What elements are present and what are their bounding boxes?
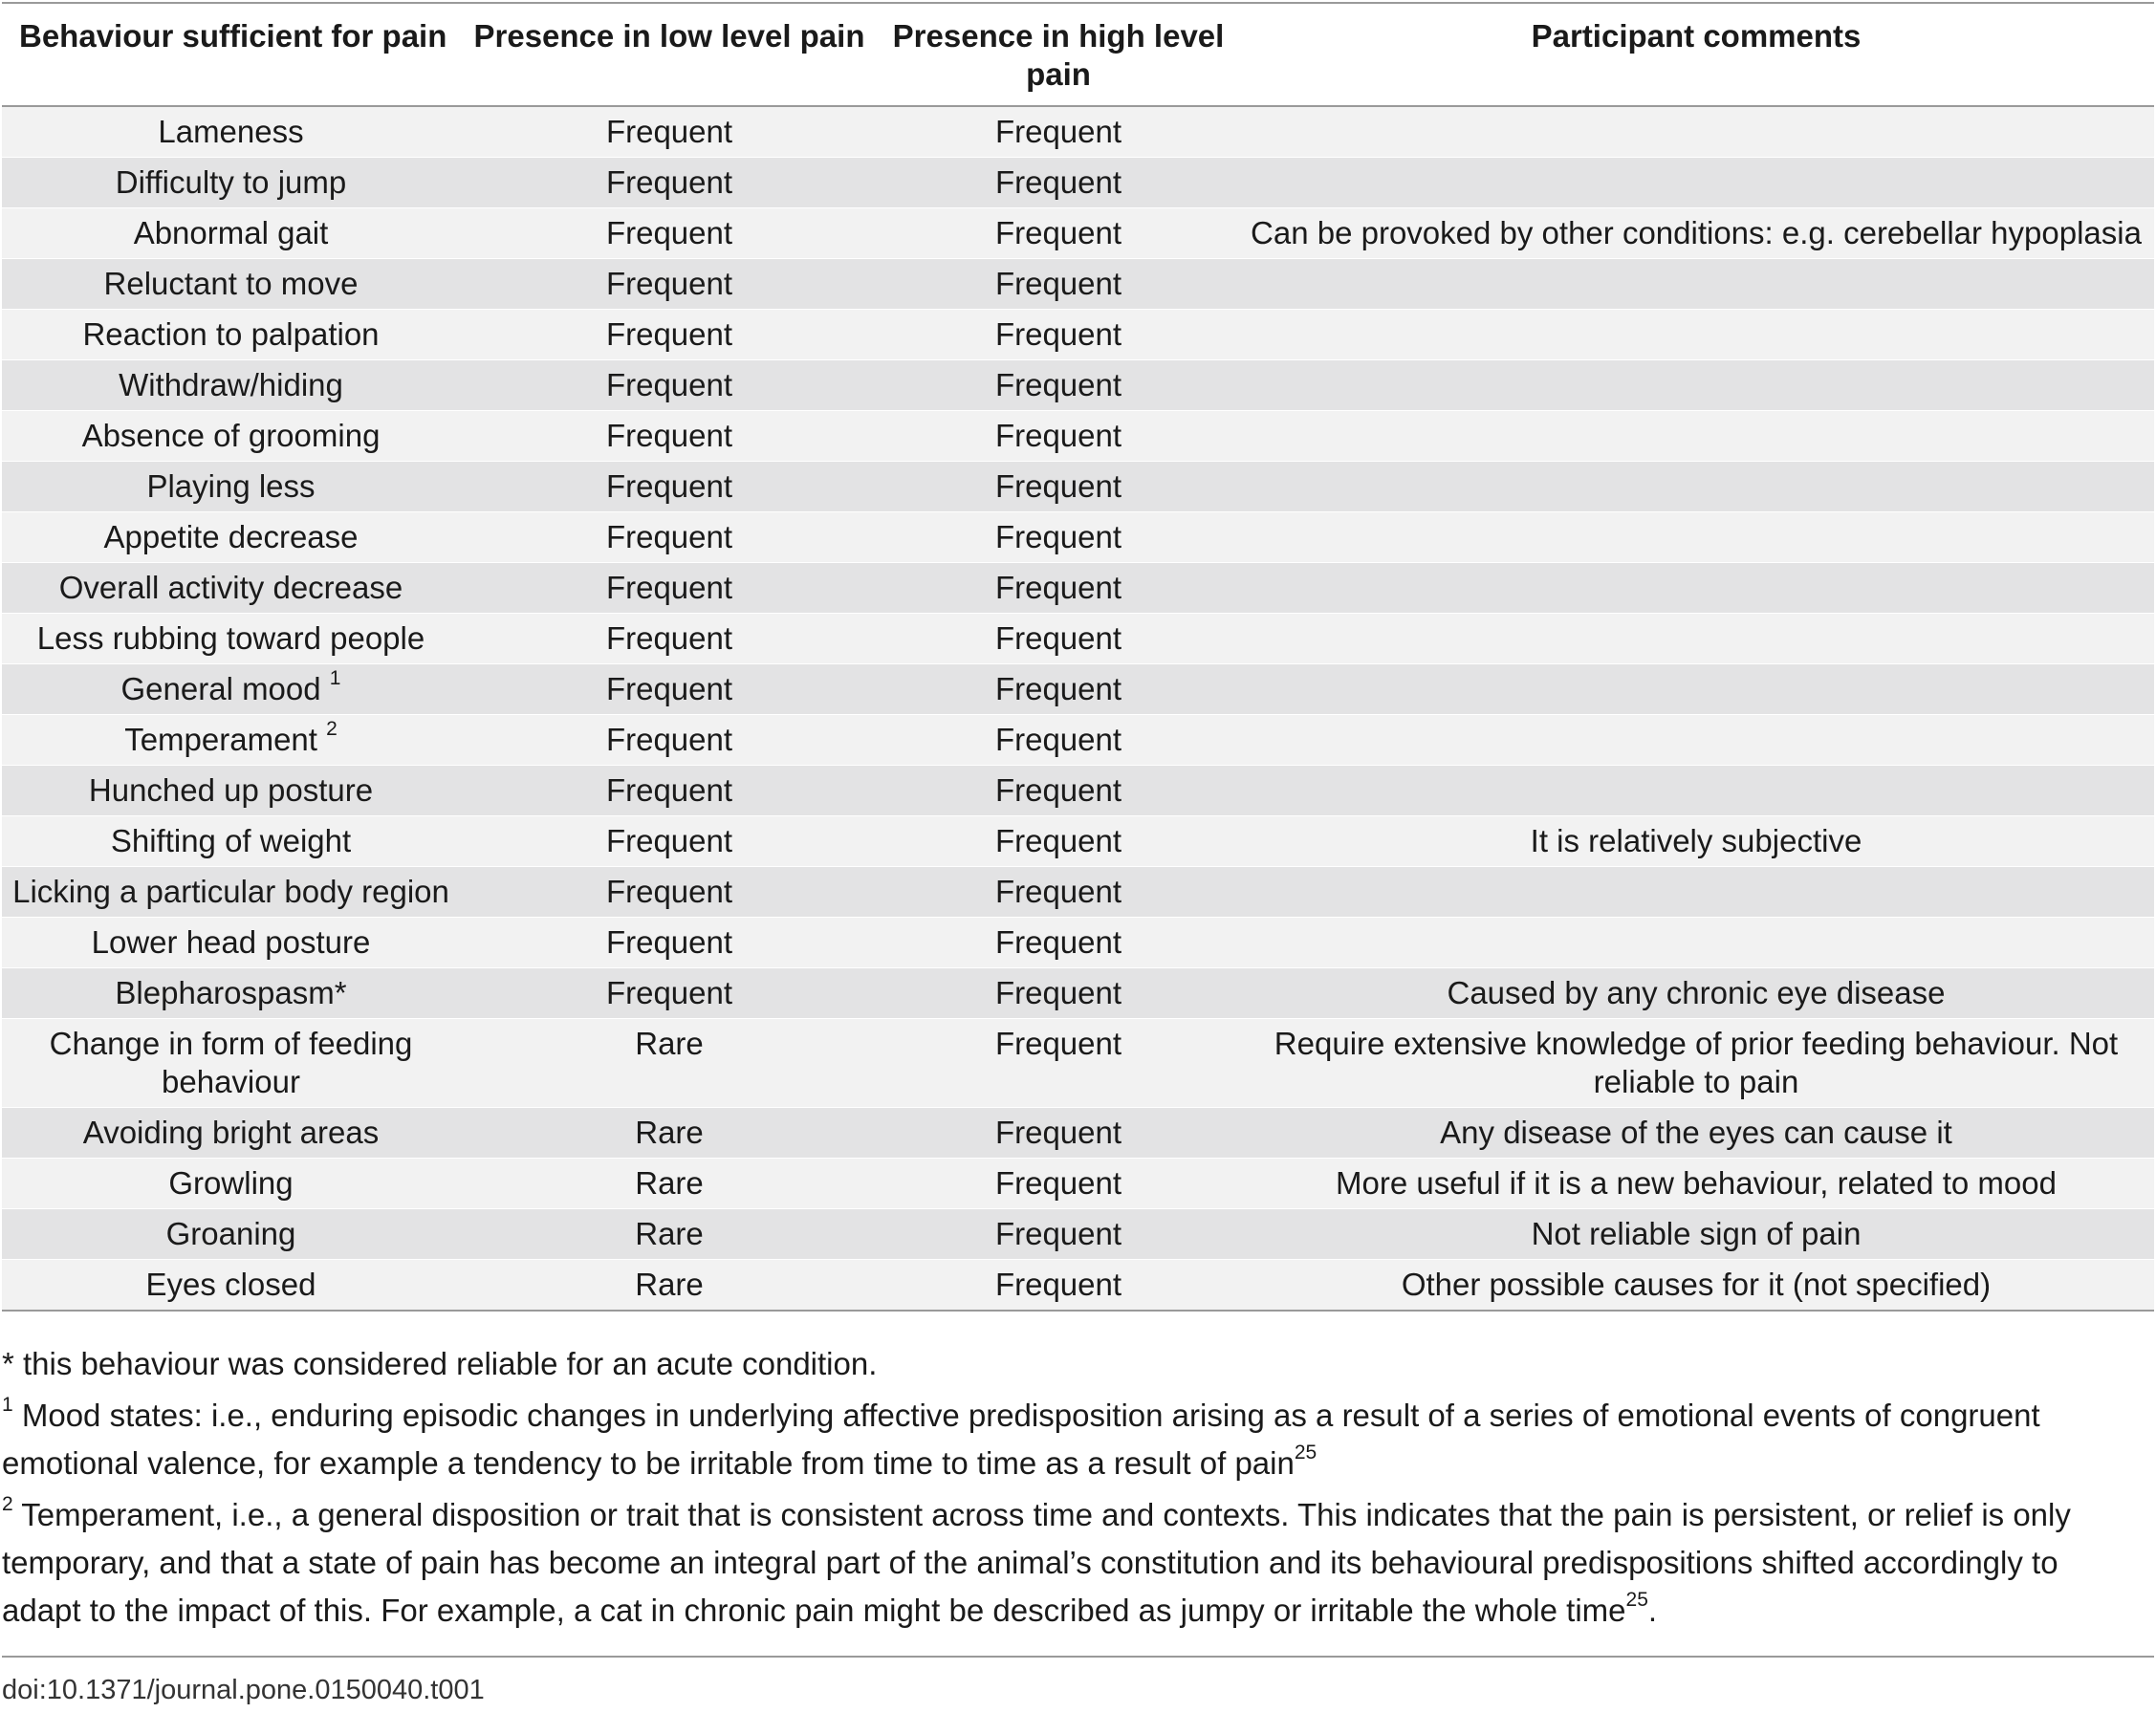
- cell-comment: [1238, 259, 2154, 310]
- cell-behaviour: [2, 867, 460, 918]
- footnote-2-text: Temperament, i.e., a general disposition or trait that is consistent across time and contexts. This indicates that the pain is persistent, or relief is only temporary, and that a state of pain has become an integral part of the animal’s constitution and its behavioural predispositions shifted accordingly to adapt to the impact of this. For example, a cat in chronic pain might be described as jumpy or irritable the whole time: [2, 1497, 2071, 1628]
- cell-behaviour: [2, 918, 460, 968]
- table-figure: [2, 2, 2154, 1638]
- behaviour-label: Difficulty to jump: [115, 164, 347, 200]
- cell-behaviour: [2, 614, 460, 664]
- cell-behaviour: [2, 106, 460, 158]
- cell-low-level: Frequent: [460, 968, 879, 1019]
- table-row: [2, 360, 2154, 411]
- behaviour-label: Withdraw/hiding: [119, 367, 343, 402]
- table-body: [2, 106, 2154, 1311]
- cell-low-level: Frequent: [460, 411, 879, 462]
- cell-comment: [1238, 411, 2154, 462]
- table-row: [2, 462, 2154, 512]
- cell-low-level: Rare: [460, 1260, 879, 1312]
- cell-low-level: Frequent: [460, 462, 879, 512]
- behaviour-label: Groaning: [165, 1216, 296, 1251]
- table-row: [2, 766, 2154, 816]
- bottom-divider: [2, 1656, 2154, 1658]
- behaviour-label: Reluctant to move: [103, 266, 359, 301]
- behaviour-label: Temperament: [124, 722, 327, 757]
- cell-behaviour: [2, 462, 460, 512]
- cell-comment: Any disease of the eyes can cause it: [1238, 1108, 2154, 1159]
- cell-behaviour: [2, 766, 460, 816]
- cell-comment: [1238, 715, 2154, 766]
- cell-behaviour: [2, 1159, 460, 1209]
- cell-low-level: Frequent: [460, 360, 879, 411]
- cell-comment: [1238, 766, 2154, 816]
- cell-low-level: Frequent: [460, 715, 879, 766]
- cell-comment: [1238, 310, 2154, 360]
- table-row: [2, 1209, 2154, 1260]
- cell-comment: Caused by any chronic eye disease: [1238, 968, 2154, 1019]
- behaviour-label: Change in form of feeding behaviour: [49, 1026, 413, 1099]
- cell-comment: [1238, 360, 2154, 411]
- behaviour-label: Hunched up posture: [88, 772, 374, 808]
- cell-high-level: Frequent: [879, 614, 1238, 664]
- cell-behaviour: [2, 563, 460, 614]
- cell-high-level: Frequent: [879, 259, 1238, 310]
- cell-low-level: Frequent: [460, 867, 879, 918]
- cell-comment: [1238, 614, 2154, 664]
- cell-low-level: Frequent: [460, 158, 879, 208]
- table-row: [2, 259, 2154, 310]
- table-row: [2, 816, 2154, 867]
- cell-high-level: Frequent: [879, 867, 1238, 918]
- table-row: [2, 208, 2154, 259]
- cell-low-level: Frequent: [460, 512, 879, 563]
- cell-high-level: Frequent: [879, 1108, 1238, 1159]
- cell-behaviour: [2, 411, 460, 462]
- cell-comment: [1238, 563, 2154, 614]
- cell-behaviour: [2, 512, 460, 563]
- behaviour-label: Absence of grooming: [81, 418, 381, 453]
- cell-high-level: Frequent: [879, 411, 1238, 462]
- header-comments: Participant comments: [1531, 18, 1862, 54]
- table-row: [2, 1260, 2154, 1312]
- cell-comment: [1238, 664, 2154, 715]
- header-high-level: Presence in high level pain: [892, 18, 1225, 92]
- cell-behaviour: [2, 715, 460, 766]
- table-row: [2, 563, 2154, 614]
- footnote-1-reference: 25: [1294, 1442, 1318, 1464]
- cell-high-level: Frequent: [879, 664, 1238, 715]
- footnote-2-reference: 25: [1625, 1589, 1648, 1611]
- footnote-marker: 1: [329, 667, 341, 689]
- footnote-2: [2, 1491, 2134, 1635]
- cell-low-level: Frequent: [460, 614, 879, 664]
- cell-low-level: Rare: [460, 1159, 879, 1209]
- table-row: [2, 968, 2154, 1019]
- header-row: [2, 3, 2154, 106]
- cell-low-level: Frequent: [460, 310, 879, 360]
- table-header: [2, 3, 2154, 106]
- table-row: [2, 715, 2154, 766]
- table-row: [2, 614, 2154, 664]
- cell-low-level: Frequent: [460, 106, 879, 158]
- cell-high-level: Frequent: [879, 715, 1238, 766]
- cell-high-level: Frequent: [879, 360, 1238, 411]
- footnote-star: [2, 1340, 2134, 1388]
- cell-low-level: Frequent: [460, 918, 879, 968]
- cell-behaviour: [2, 259, 460, 310]
- table-row: [2, 664, 2154, 715]
- table-row: [2, 1019, 2154, 1108]
- cell-comment: [1238, 512, 2154, 563]
- cell-high-level: Frequent: [879, 208, 1238, 259]
- cell-high-level: Frequent: [879, 310, 1238, 360]
- footnote-star-text: * this behaviour was considered reliable for an acute condition.: [2, 1346, 878, 1381]
- cell-comment: [1238, 158, 2154, 208]
- table-row: [2, 1108, 2154, 1159]
- behaviour-label: Appetite decrease: [103, 519, 359, 554]
- behaviour-label: Eyes closed: [145, 1267, 316, 1302]
- behaviour-label: Shifting of weight: [110, 823, 352, 858]
- behaviour-label: Avoiding bright areas: [82, 1115, 380, 1150]
- cell-high-level: Frequent: [879, 512, 1238, 563]
- cell-comment: Not reliable sign of pain: [1238, 1209, 2154, 1260]
- cell-low-level: Rare: [460, 1209, 879, 1260]
- behaviour-label: Less rubbing toward people: [36, 620, 425, 656]
- cell-behaviour: [2, 968, 460, 1019]
- cell-low-level: Frequent: [460, 816, 879, 867]
- behaviour-label: Lameness: [158, 114, 304, 149]
- cell-behaviour: [2, 816, 460, 867]
- behaviour-label: Blepharospasm*: [115, 975, 347, 1010]
- behaviour-table: [2, 2, 2154, 1312]
- table-row: [2, 512, 2154, 563]
- behaviour-label: General mood: [120, 671, 330, 706]
- behaviour-label: Licking a particular body region: [12, 874, 449, 909]
- table-row: [2, 867, 2154, 918]
- footnote-marker: 2: [326, 718, 338, 740]
- cell-low-level: Frequent: [460, 259, 879, 310]
- header-behaviour: Behaviour sufficient for pain: [19, 18, 447, 54]
- cell-high-level: Frequent: [879, 1019, 1238, 1108]
- cell-behaviour: [2, 208, 460, 259]
- cell-comment: [1238, 918, 2154, 968]
- cell-comment: Require extensive knowledge of prior feeding behaviour. Not reliable to pain: [1238, 1019, 2154, 1108]
- cell-low-level: Frequent: [460, 563, 879, 614]
- cell-high-level: Frequent: [879, 1159, 1238, 1209]
- cell-comment: It is relatively subjective: [1238, 816, 2154, 867]
- behaviour-label: Playing less: [146, 468, 316, 504]
- cell-behaviour: [2, 158, 460, 208]
- cell-low-level: Frequent: [460, 766, 879, 816]
- cell-high-level: Frequent: [879, 563, 1238, 614]
- table-row: [2, 310, 2154, 360]
- cell-high-level: Frequent: [879, 462, 1238, 512]
- cell-high-level: Frequent: [879, 1209, 1238, 1260]
- cell-behaviour: [2, 310, 460, 360]
- cell-high-level: Frequent: [879, 1260, 1238, 1312]
- cell-high-level: Frequent: [879, 968, 1238, 1019]
- cell-comment: [1238, 106, 2154, 158]
- doi-label: doi:10.1371/journal.pone.0150040.t001: [2, 1675, 485, 1705]
- cell-high-level: Frequent: [879, 816, 1238, 867]
- cell-high-level: Frequent: [879, 918, 1238, 968]
- table-row: [2, 158, 2154, 208]
- behaviour-label: Growling: [168, 1165, 294, 1201]
- cell-comment: More useful if it is a new behaviour, related to mood: [1238, 1159, 2154, 1209]
- cell-high-level: Frequent: [879, 106, 1238, 158]
- cell-behaviour: [2, 360, 460, 411]
- header-low-level: Presence in low level pain: [473, 18, 865, 54]
- table-footnotes: [2, 1340, 2134, 1635]
- footnote-1-text: Mood states: i.e., enduring episodic changes in underlying affective predisposition arising as a result of a series of emotional events of congruent emotional valence, for example a tendency to be irritable from time to time as a result of pain: [2, 1398, 2040, 1481]
- behaviour-label: Reaction to palpation: [82, 316, 380, 352]
- cell-behaviour: [2, 664, 460, 715]
- behaviour-label: Overall activity decrease: [58, 570, 403, 605]
- footnote-1: [2, 1392, 2134, 1487]
- cell-comment: Other possible causes for it (not specified): [1238, 1260, 2154, 1312]
- footnote-1-marker: 1: [2, 1394, 13, 1416]
- cell-behaviour: [2, 1108, 460, 1159]
- footnote-2-marker: 2: [2, 1493, 13, 1515]
- cell-behaviour: [2, 1019, 460, 1108]
- cell-comment: [1238, 462, 2154, 512]
- table-row: [2, 918, 2154, 968]
- cell-high-level: Frequent: [879, 766, 1238, 816]
- cell-behaviour: [2, 1260, 460, 1312]
- cell-low-level: Frequent: [460, 664, 879, 715]
- behaviour-label: Lower head posture: [91, 924, 371, 960]
- behaviour-label: Abnormal gait: [133, 215, 329, 250]
- cell-low-level: Frequent: [460, 208, 879, 259]
- table-row: [2, 106, 2154, 158]
- table-row: [2, 1159, 2154, 1209]
- footnote-2-end: .: [1647, 1593, 1658, 1628]
- table-row: [2, 411, 2154, 462]
- cell-low-level: Rare: [460, 1019, 879, 1108]
- cell-high-level: Frequent: [879, 158, 1238, 208]
- cell-behaviour: [2, 1209, 460, 1260]
- cell-comment: Can be provoked by other conditions: e.g. cerebellar hypoplasia: [1238, 208, 2154, 259]
- cell-comment: [1238, 867, 2154, 918]
- cell-low-level: Rare: [460, 1108, 879, 1159]
